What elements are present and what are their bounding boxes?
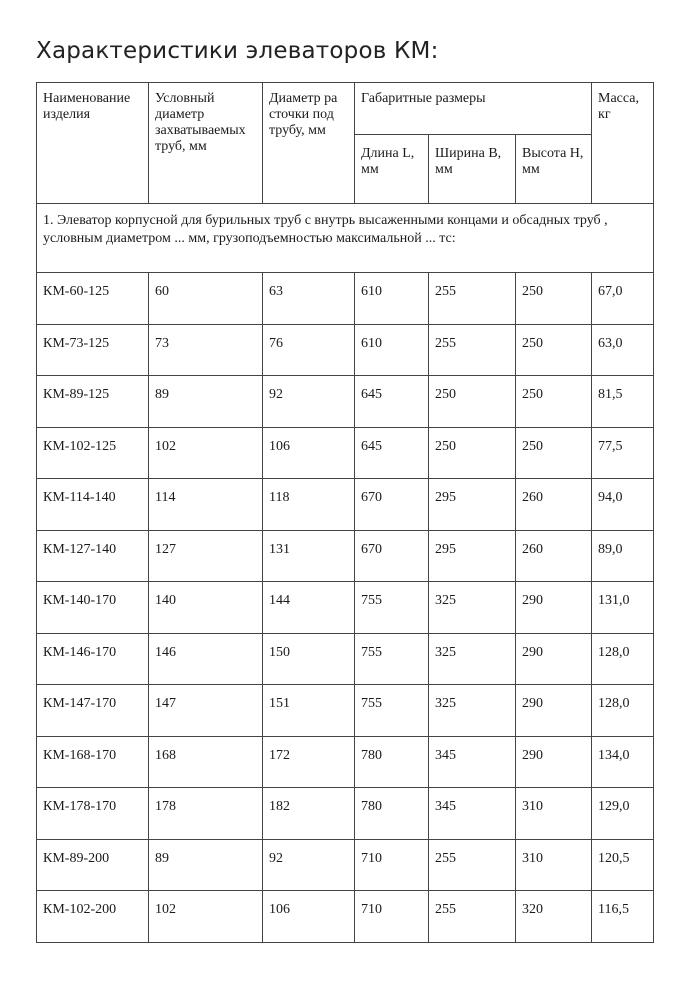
cell-height: 320 <box>516 891 592 943</box>
cell-mass: 77,5 <box>592 427 654 479</box>
cell-mass: 134,0 <box>592 736 654 788</box>
cell-conditional-diameter: 178 <box>149 788 263 840</box>
cell-conditional-diameter: 73 <box>149 324 263 376</box>
cell-mass: 94,0 <box>592 479 654 531</box>
cell-length: 780 <box>355 788 429 840</box>
table-row <box>37 427 654 479</box>
cell-bore-diameter: 76 <box>263 324 355 376</box>
cell-name: КМ-178-170 <box>37 788 149 840</box>
cell-mass: 129,0 <box>592 788 654 840</box>
cell-length: 710 <box>355 839 429 891</box>
header-overall-dimensions: Габаритные размеры <box>355 83 592 135</box>
table-row <box>37 788 654 840</box>
cell-length: 610 <box>355 273 429 325</box>
cell-height: 250 <box>516 273 592 325</box>
cell-bore-diameter: 182 <box>263 788 355 840</box>
table-row <box>37 633 654 685</box>
cell-mass: 116,5 <box>592 891 654 943</box>
cell-width: 250 <box>429 427 516 479</box>
section-row <box>37 204 654 273</box>
cell-width: 295 <box>429 479 516 531</box>
elevator-spec-table <box>36 82 654 943</box>
cell-conditional-diameter: 147 <box>149 685 263 737</box>
header-bore-diameter: Диаметр ра сточки под трубу, мм <box>263 83 355 204</box>
cell-name: КМ-147-170 <box>37 685 149 737</box>
section-description: 1. Элеватор корпусной для бурильных труб с внутрь высаженными концами и обсадных труб , условным диаметром ... мм, грузоподъемностью максимальной ... тс: <box>37 204 654 273</box>
cell-bore-diameter: 63 <box>263 273 355 325</box>
table-row <box>37 839 654 891</box>
cell-name: КМ-89-125 <box>37 376 149 428</box>
cell-bore-diameter: 92 <box>263 839 355 891</box>
cell-conditional-diameter: 168 <box>149 736 263 788</box>
table-row <box>37 582 654 634</box>
cell-mass: 67,0 <box>592 273 654 325</box>
table-row <box>37 685 654 737</box>
header-row <box>37 83 654 135</box>
cell-bore-diameter: 106 <box>263 427 355 479</box>
table-row <box>37 376 654 428</box>
cell-height: 250 <box>516 427 592 479</box>
cell-name: КМ-102-200 <box>37 891 149 943</box>
header-conditional-diameter: Условный диаметр захватываемых труб, мм <box>149 83 263 204</box>
cell-length: 610 <box>355 324 429 376</box>
cell-mass: 89,0 <box>592 530 654 582</box>
cell-width: 295 <box>429 530 516 582</box>
cell-height: 250 <box>516 324 592 376</box>
cell-bore-diameter: 144 <box>263 582 355 634</box>
table-row <box>37 891 654 943</box>
cell-conditional-diameter: 114 <box>149 479 263 531</box>
cell-name: КМ-102-125 <box>37 427 149 479</box>
cell-length: 670 <box>355 479 429 531</box>
cell-height: 260 <box>516 530 592 582</box>
cell-width: 255 <box>429 891 516 943</box>
cell-width: 345 <box>429 736 516 788</box>
cell-height: 310 <box>516 839 592 891</box>
cell-length: 670 <box>355 530 429 582</box>
table-row <box>37 324 654 376</box>
cell-mass: 81,5 <box>592 376 654 428</box>
cell-bore-diameter: 150 <box>263 633 355 685</box>
cell-height: 260 <box>516 479 592 531</box>
cell-conditional-diameter: 102 <box>149 427 263 479</box>
cell-conditional-diameter: 140 <box>149 582 263 634</box>
cell-width: 325 <box>429 685 516 737</box>
header-length: Длина L, мм <box>355 135 429 204</box>
cell-bore-diameter: 131 <box>263 530 355 582</box>
cell-name: КМ-168-170 <box>37 736 149 788</box>
cell-height: 290 <box>516 633 592 685</box>
header-mass: Масса, кг <box>592 83 654 204</box>
cell-height: 310 <box>516 788 592 840</box>
cell-mass: 131,0 <box>592 582 654 634</box>
table-row <box>37 479 654 531</box>
cell-length: 755 <box>355 685 429 737</box>
table-row <box>37 736 654 788</box>
cell-bore-diameter: 151 <box>263 685 355 737</box>
cell-conditional-diameter: 146 <box>149 633 263 685</box>
cell-name: КМ-73-125 <box>37 324 149 376</box>
cell-conditional-diameter: 127 <box>149 530 263 582</box>
cell-length: 755 <box>355 582 429 634</box>
cell-length: 780 <box>355 736 429 788</box>
cell-height: 290 <box>516 582 592 634</box>
page-title: Характеристики элеваторов КМ: <box>36 38 439 64</box>
table-row <box>37 273 654 325</box>
cell-width: 325 <box>429 582 516 634</box>
header-width: Ширина B, мм <box>429 135 516 204</box>
cell-name: КМ-89-200 <box>37 839 149 891</box>
cell-width: 255 <box>429 324 516 376</box>
cell-width: 255 <box>429 839 516 891</box>
cell-width: 325 <box>429 633 516 685</box>
cell-name: КМ-140-170 <box>37 582 149 634</box>
cell-bore-diameter: 118 <box>263 479 355 531</box>
cell-length: 645 <box>355 376 429 428</box>
cell-mass: 63,0 <box>592 324 654 376</box>
cell-name: КМ-146-170 <box>37 633 149 685</box>
cell-width: 255 <box>429 273 516 325</box>
cell-length: 645 <box>355 427 429 479</box>
cell-name: КМ-127-140 <box>37 530 149 582</box>
cell-conditional-diameter: 60 <box>149 273 263 325</box>
cell-name: КМ-60-125 <box>37 273 149 325</box>
table-row <box>37 530 654 582</box>
cell-bore-diameter: 172 <box>263 736 355 788</box>
header-name: Наименование изделия <box>37 83 149 204</box>
cell-length: 755 <box>355 633 429 685</box>
cell-width: 250 <box>429 376 516 428</box>
cell-height: 290 <box>516 736 592 788</box>
cell-conditional-diameter: 102 <box>149 891 263 943</box>
cell-mass: 128,0 <box>592 685 654 737</box>
cell-name: КМ-114-140 <box>37 479 149 531</box>
cell-mass: 128,0 <box>592 633 654 685</box>
header-height: Высота H, мм <box>516 135 592 204</box>
cell-bore-diameter: 106 <box>263 891 355 943</box>
cell-height: 250 <box>516 376 592 428</box>
cell-height: 290 <box>516 685 592 737</box>
cell-bore-diameter: 92 <box>263 376 355 428</box>
cell-conditional-diameter: 89 <box>149 376 263 428</box>
cell-conditional-diameter: 89 <box>149 839 263 891</box>
cell-length: 710 <box>355 891 429 943</box>
cell-width: 345 <box>429 788 516 840</box>
cell-mass: 120,5 <box>592 839 654 891</box>
